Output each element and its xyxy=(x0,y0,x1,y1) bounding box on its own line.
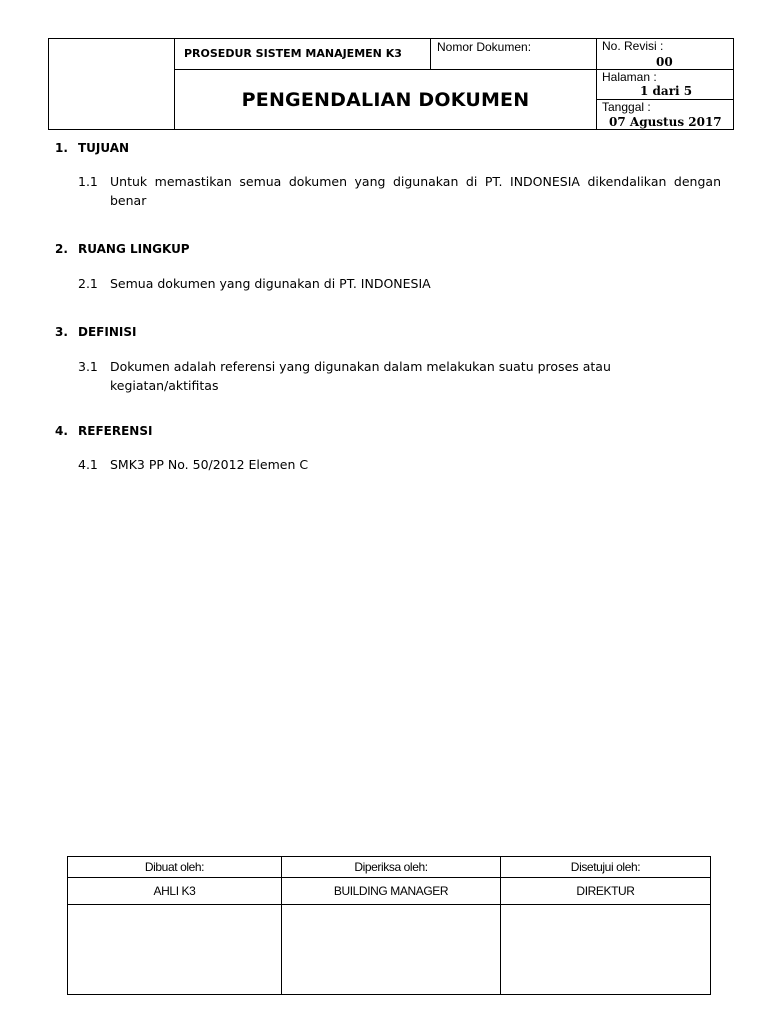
revision-cell xyxy=(597,39,733,70)
item-text: Semua dokumen yang digunakan di PT. INDONESIA xyxy=(110,276,431,291)
item-text: Untuk memastikan semua dokumen yang digunakan di PT. INDONESIA dikendalikan dengan benar xyxy=(110,174,721,208)
date-value: 07 Agustus 2017 xyxy=(609,115,722,129)
section-title: RUANG LINGKUP xyxy=(78,242,190,256)
signature-space xyxy=(501,905,710,995)
section-title: TUJUAN xyxy=(78,141,130,155)
list-item xyxy=(78,455,721,474)
document-header-table xyxy=(48,38,734,130)
date-label: Tanggal : xyxy=(602,100,651,114)
section-heading-ruang-lingkup xyxy=(55,242,190,256)
revision-label: No. Revisi : xyxy=(602,39,664,53)
signature-column-disetujui xyxy=(501,857,710,994)
section-heading-referensi xyxy=(55,424,152,438)
signature-space xyxy=(68,905,281,995)
section-number: 4. xyxy=(55,424,68,438)
item-number: 3.1 xyxy=(78,359,98,374)
item-number: 2.1 xyxy=(78,276,98,291)
date-cell xyxy=(597,100,733,129)
document-title-cell xyxy=(175,70,597,129)
signature-column-diperiksa xyxy=(282,857,501,994)
dibuat-label: Dibuat oleh: xyxy=(68,857,281,878)
item-text: Dokumen adalah referensi yang digunakan dalam melakukan suatu proses atau kegiatan/aktifitas xyxy=(110,359,611,393)
diperiksa-name: BUILDING MANAGER xyxy=(282,878,500,905)
section-number: 1. xyxy=(55,141,68,155)
signature-column-dibuat xyxy=(68,857,282,994)
section-heading-definisi xyxy=(55,325,136,339)
page-value: 1 dari 5 xyxy=(640,84,693,98)
item-number: 1.1 xyxy=(78,174,98,189)
section-title: REFERENSI xyxy=(78,424,153,438)
section-number: 3. xyxy=(55,325,68,339)
section-title: DEFINISI xyxy=(78,325,137,339)
page-label: Halaman : xyxy=(602,70,657,84)
logo-cell xyxy=(49,39,175,129)
section-number: 2. xyxy=(55,242,68,256)
procedure-system-label: PROSEDUR SISTEM MANAJEMEN K3 xyxy=(175,39,431,70)
diperiksa-label: Diperiksa oleh: xyxy=(282,857,500,878)
section-heading-tujuan xyxy=(55,141,129,155)
document-title: PENGENDALIAN DOKUMEN xyxy=(241,88,530,111)
disetujui-label: Disetujui oleh: xyxy=(501,857,710,878)
item-number: 4.1 xyxy=(78,457,98,472)
document-number-label: Nomor Dokumen: xyxy=(437,40,532,54)
dibuat-name: AHLI K3 xyxy=(68,878,281,905)
signature-table xyxy=(67,856,711,995)
page-cell xyxy=(597,70,733,100)
signature-space xyxy=(282,905,500,995)
list-item xyxy=(78,357,721,395)
item-text: SMK3 PP No. 50/2012 Elemen C xyxy=(110,457,309,472)
disetujui-name: DIREKTUR xyxy=(501,878,710,905)
list-item xyxy=(78,172,721,210)
list-item xyxy=(78,274,721,293)
revision-value: 00 xyxy=(656,55,673,69)
document-number-cell xyxy=(431,39,597,70)
